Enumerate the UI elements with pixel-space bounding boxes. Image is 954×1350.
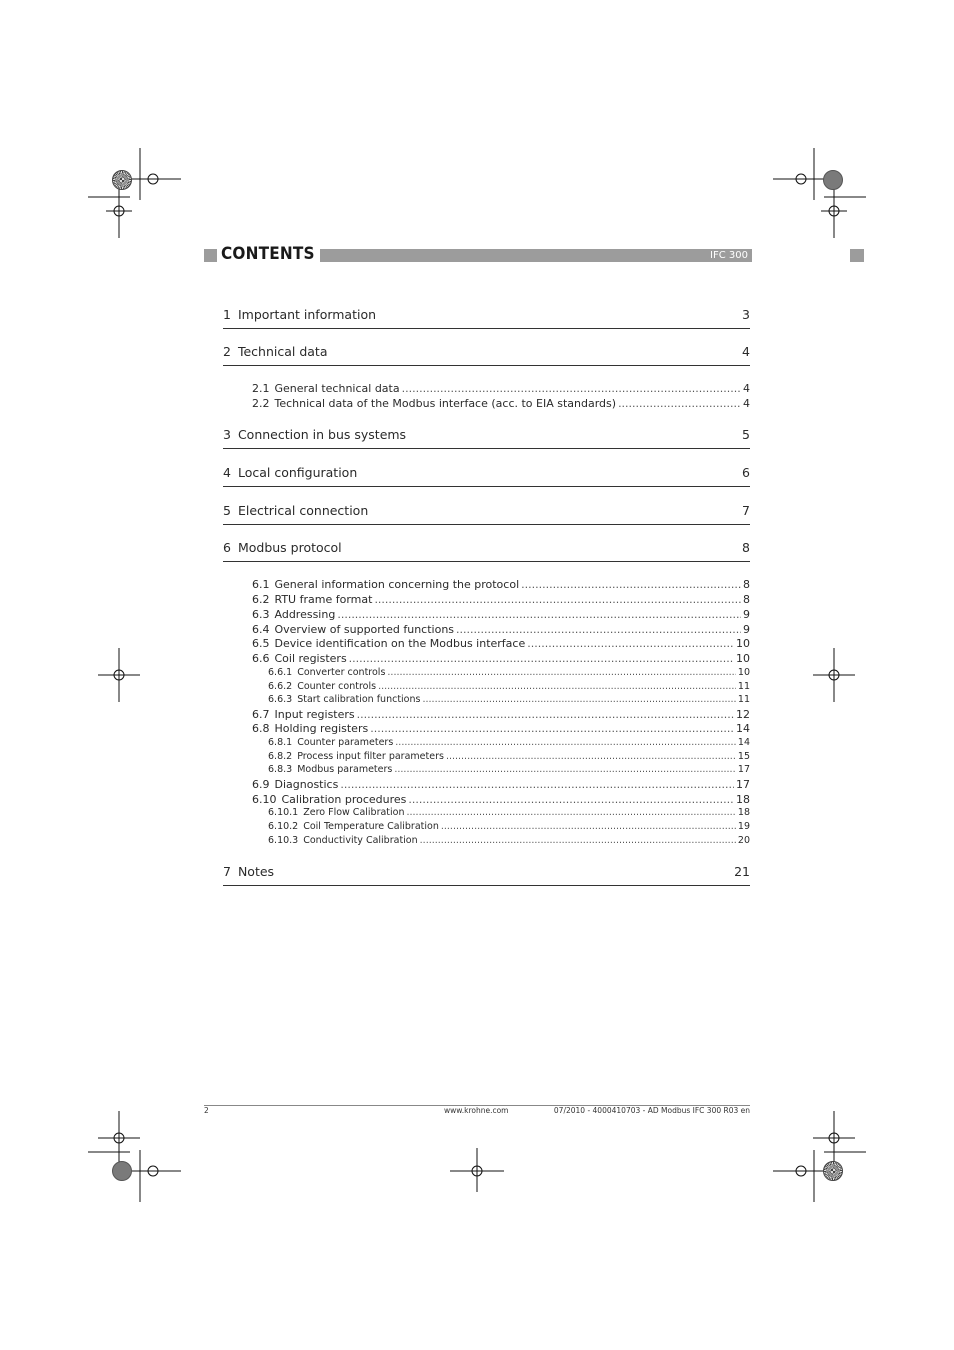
- toc-section[interactable]: [252, 608, 750, 621]
- toc-leader: [374, 593, 741, 606]
- toc-chapter[interactable]: [223, 465, 750, 487]
- model-label: IFC 300: [710, 250, 748, 261]
- toc-page: 19: [737, 821, 750, 832]
- toc-section[interactable]: [252, 397, 750, 410]
- toc-title: Technical data of the Modbus interface (acc. to EIA standards): [274, 397, 617, 410]
- toc-number: 6.2: [252, 593, 270, 606]
- toc-title: Counter parameters: [297, 737, 394, 748]
- toc-title: Input registers: [274, 708, 355, 721]
- toc-section[interactable]: [252, 778, 750, 791]
- toc-page: 18: [736, 793, 750, 806]
- toc-chapter[interactable]: [223, 344, 750, 366]
- toc-title: General information concerning the protocol: [274, 578, 520, 591]
- toc-leader: [349, 652, 734, 665]
- toc-section[interactable]: [252, 593, 750, 606]
- toc-page: 12: [736, 708, 750, 721]
- toc-number: 6.10.2: [268, 821, 299, 832]
- toc-section[interactable]: [252, 382, 750, 395]
- toc-title: Converter controls: [297, 667, 386, 678]
- toc-title: Connection in bus systems: [237, 427, 407, 442]
- toc-page: 17: [737, 764, 750, 775]
- toc-page: 3: [742, 307, 750, 322]
- toc-title: Coil registers: [274, 652, 347, 665]
- toc-page: 14: [736, 722, 750, 735]
- toc-leader: [521, 578, 741, 591]
- toc-page: 10: [737, 667, 750, 678]
- toc-title: Electrical connection: [237, 503, 369, 518]
- toc-leader: [446, 751, 736, 762]
- toc-title: Coil Temperature Calibration: [303, 821, 439, 832]
- toc-number: 6.10: [252, 793, 277, 806]
- registration-disc-icon: [823, 1161, 843, 1181]
- toc-page: 8: [743, 593, 750, 606]
- toc-page: 7: [742, 503, 750, 518]
- toc-page: 11: [737, 681, 750, 692]
- toc-number: 2: [223, 344, 231, 359]
- toc-page: 10: [736, 637, 750, 650]
- toc-number: 6.1: [252, 578, 270, 591]
- toc-leader: [422, 694, 735, 705]
- toc-section[interactable]: [252, 637, 750, 650]
- toc-chapter[interactable]: [223, 503, 750, 525]
- toc-subsection[interactable]: [268, 667, 750, 678]
- toc-page: 4: [743, 382, 750, 395]
- toc-number: 6.4: [252, 623, 270, 636]
- toc-number: 6.6.1: [268, 667, 293, 678]
- toc-number: 6.6: [252, 652, 270, 665]
- toc-title: Local configuration: [237, 465, 358, 480]
- toc-chapter[interactable]: [223, 864, 750, 886]
- toc-chapter[interactable]: [223, 427, 750, 449]
- toc-number: 3: [223, 427, 231, 442]
- toc-section[interactable]: [252, 578, 750, 591]
- footer-website: www.krohne.com: [444, 1106, 509, 1115]
- toc-page: 4: [743, 397, 750, 410]
- toc-title: Addressing: [274, 608, 336, 621]
- toc-title: General technical data: [274, 382, 400, 395]
- toc-page: 11: [737, 694, 750, 705]
- toc-page: 9: [743, 623, 750, 636]
- toc-title: Calibration procedures: [281, 793, 407, 806]
- toc-number: 6.5: [252, 637, 270, 650]
- toc-page: 6: [742, 465, 750, 480]
- registration-disc-icon: [112, 170, 132, 190]
- toc-number: 6.10.1: [268, 807, 299, 818]
- toc-page: 8: [743, 578, 750, 591]
- toc-subsection[interactable]: [268, 751, 750, 762]
- toc-number: 6.9: [252, 778, 270, 791]
- toc-subsection[interactable]: [268, 821, 750, 832]
- footer-page-number: 2: [204, 1106, 209, 1115]
- toc-title: Important information: [237, 307, 377, 322]
- toc-title: Conductivity Calibration: [303, 835, 418, 846]
- header-square-right: [850, 249, 864, 262]
- toc-title: Device identification on the Modbus interface: [274, 637, 526, 650]
- toc-title: Holding registers: [274, 722, 369, 735]
- toc-page: 17: [736, 778, 750, 791]
- toc-leader: [387, 667, 736, 678]
- toc-leader: [378, 681, 736, 692]
- toc-title: Modbus protocol: [237, 540, 342, 555]
- toc-section[interactable]: [252, 793, 750, 806]
- toc-page: 4: [742, 344, 750, 359]
- toc-section[interactable]: [252, 708, 750, 721]
- toc-subsection[interactable]: [268, 681, 750, 692]
- toc-leader: [441, 821, 736, 832]
- toc-number: 6.10.3: [268, 835, 299, 846]
- toc-title: Overview of supported functions: [274, 623, 455, 636]
- toc-leader: [420, 835, 736, 846]
- toc-leader: [357, 708, 734, 721]
- toc-subsection[interactable]: [268, 835, 750, 846]
- toc-subsection[interactable]: [268, 764, 750, 775]
- toc-leader: [527, 637, 734, 650]
- toc-chapter[interactable]: [223, 307, 750, 329]
- toc-section[interactable]: [252, 722, 750, 735]
- toc-section[interactable]: [252, 623, 750, 636]
- header-bar: [320, 249, 752, 262]
- toc-number: 6.8: [252, 722, 270, 735]
- toc-number: 6.6.2: [268, 681, 293, 692]
- toc-page: 18: [737, 807, 750, 818]
- toc-number: 6: [223, 540, 231, 555]
- toc-number: 2.2: [252, 397, 270, 410]
- toc-number: 1: [223, 307, 231, 322]
- toc-leader: [370, 722, 734, 735]
- toc-page: 20: [737, 835, 750, 846]
- toc-title: Technical data: [237, 344, 328, 359]
- toc-number: 6.6.3: [268, 694, 293, 705]
- toc-title: RTU frame format: [274, 593, 373, 606]
- toc-title: Process input filter parameters: [297, 751, 444, 762]
- toc-number: 4: [223, 465, 231, 480]
- toc-leader: [456, 623, 741, 636]
- footer-document-reference: 07/2010 - 4000410703 - AD Modbus IFC 300 R03 en: [553, 1106, 750, 1115]
- toc-number: 5: [223, 503, 231, 518]
- toc-title: Diagnostics: [274, 778, 339, 791]
- toc-title: Notes: [237, 864, 275, 879]
- toc-subsection[interactable]: [268, 807, 750, 818]
- toc-leader: [407, 807, 736, 818]
- toc-leader: [395, 737, 736, 748]
- toc-leader: [402, 382, 741, 395]
- toc-page: 5: [742, 427, 750, 442]
- toc-leader: [337, 608, 741, 621]
- toc-number: 7: [223, 864, 231, 879]
- toc-page: 10: [736, 652, 750, 665]
- toc-chapter[interactable]: [223, 540, 750, 562]
- toc-title: Start calibration functions: [297, 694, 421, 705]
- header-square-left: [204, 249, 217, 262]
- toc-leader: [618, 397, 741, 410]
- registration-disc-icon: [112, 1161, 132, 1181]
- toc-number: 6.3: [252, 608, 270, 621]
- toc-page: 9: [743, 608, 750, 621]
- toc-leader: [394, 764, 736, 775]
- toc-subsection[interactable]: [268, 694, 750, 705]
- toc-number: 6.7: [252, 708, 270, 721]
- toc-leader: [408, 793, 734, 806]
- toc-number: 2.1: [252, 382, 270, 395]
- toc-number: 6.8.1: [268, 737, 293, 748]
- registration-disc-icon: [823, 170, 843, 190]
- toc-page: 15: [737, 751, 750, 762]
- toc-leader: [340, 778, 734, 791]
- toc-title: Zero Flow Calibration: [303, 807, 405, 818]
- page-title: CONTENTS: [221, 244, 315, 264]
- toc-page: 8: [742, 540, 750, 555]
- toc-number: 6.8.2: [268, 751, 293, 762]
- toc-subsection[interactable]: [268, 737, 750, 748]
- toc-section[interactable]: [252, 652, 750, 665]
- toc-title: Counter controls: [297, 681, 377, 692]
- toc-page: 21: [734, 864, 750, 879]
- toc-title: Modbus parameters: [297, 764, 393, 775]
- toc-page: 14: [737, 737, 750, 748]
- toc-number: 6.8.3: [268, 764, 293, 775]
